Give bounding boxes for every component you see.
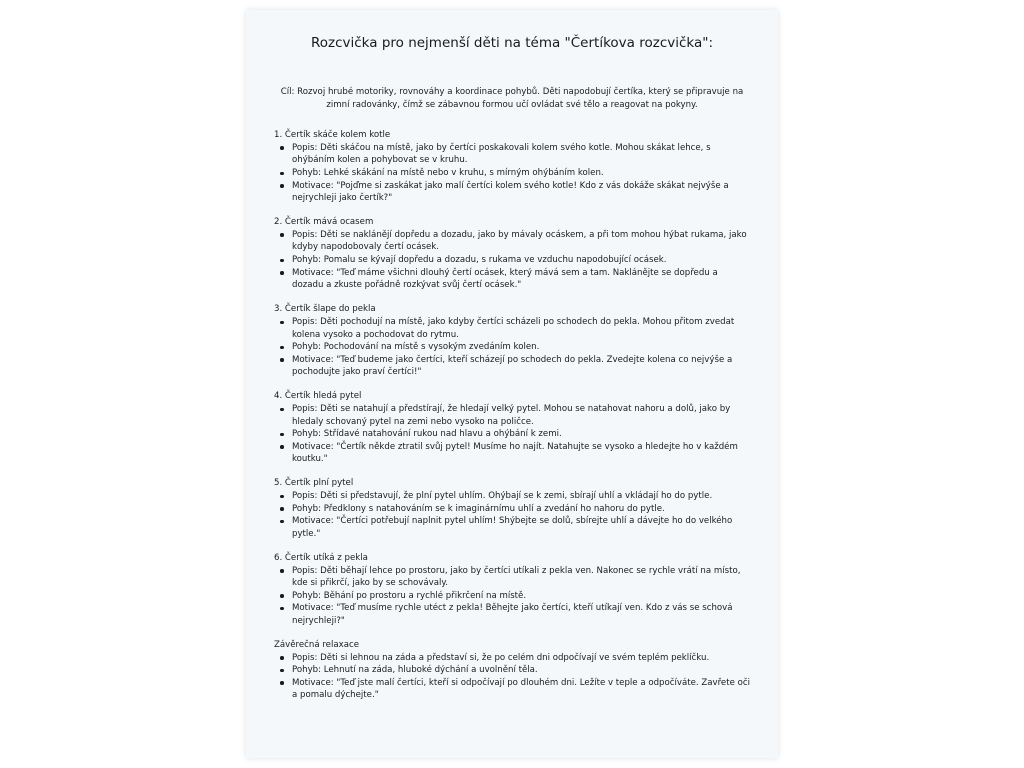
list-item: Popis: Děti běhají lehce po prostoru, jako by čertíci utíkali z pekla ven. Nakonec se rychle vrátí na místo, kde si přikrčí, jako by se schovávaly.: [292, 565, 750, 590]
list-item: Popis: Děti si lehnou na záda a představí si, že po celém dni odpočívají ve svém teplém peklíčku.: [292, 652, 750, 665]
section-title: 5. Čertík plní pytel: [274, 478, 354, 489]
list-item: Pohyb: Střídavé natahování rukou nad hlavu a ohýbání k zemi.: [292, 428, 750, 441]
list-item: Motivace: "Čertíci potřebují naplnit pytel uhlím! Shýbejte se dolů, sbírejte uhlí a dávejte ho do velkého pytle.": [292, 515, 750, 540]
section-title: Závěrečná relaxace: [274, 639, 359, 650]
section-title: 4. Čertík hledá pytel: [274, 391, 362, 402]
list-item: Motivace: "Teď budeme jako čertíci, kteří scházejí po schodech do pekla. Zvedejte kolena co nejvýše a pochodujte jako praví čertíci!": [292, 354, 750, 379]
list-item: Pohyb: Pomalu se kývají dopředu a dozadu, s rukama ve vzduchu napodobující ocásek.: [292, 254, 750, 267]
list-item: Pohyb: Pochodování na místě s vysokým zvedáním kolen.: [292, 341, 750, 354]
intro-paragraph: Cíl: Rozvoj hrubé motoriky, rovnováhy a koordinace pohybů. Děti napodobují čertíka, který se připravuje na zimní radovánky, čímž se zábavnou formou učí ovládat své tělo a reagovat na pokyny.: [280, 87, 744, 110]
list-item: Popis: Děti si představují, že plní pytel uhlím. Ohýbají se k zemi, sbírají uhlí a vkládají ho do pytle.: [292, 490, 750, 503]
document-title: Rozcvička pro nejmenší děti na téma "Čertíkova rozcvička":: [310, 35, 714, 51]
list-item: Motivace: "Teď musíme rychle utéct z pekla! Běhejte jako čertíci, kteří utíkají ven. Kdo z vás se schová nejrychleji?": [292, 602, 750, 627]
bullet-list: [274, 142, 750, 205]
list-item: Motivace: "Pojďme si zaskákat jako malí čertíci kolem svého kotle! Kdo z vás dokáže skákat nejvýše a nejrychleji jako čertík?": [292, 180, 750, 205]
section-4: [274, 390, 750, 466]
section-5: [274, 477, 750, 540]
list-item: Popis: Děti skáčou na místě, jako by čertíci poskakovali kolem svého kotle. Mohou skákat lehce, s ohýbáním kolen a pohybovat se v kruhu.: [292, 142, 750, 167]
list-item: Motivace: "Čertík někde ztratil svůj pytel! Musíme ho najít. Natahujte se vysoko a hledejte ho v každém koutku.": [292, 441, 750, 466]
bullet-list: [274, 403, 750, 466]
section-title: 1. Čertík skáče kolem kotle: [274, 130, 391, 141]
bullet-list: [274, 490, 750, 540]
list-item: Popis: Děti se naklánějí dopředu a dozadu, jako by mávaly ocáskem, a při tom mohou hýbat rukama, jako kdyby napodobovaly čertí ocásek.: [292, 229, 750, 254]
bullet-list: [274, 565, 750, 628]
section-6: [274, 552, 750, 628]
section-2: [274, 216, 750, 292]
list-item: Motivace: "Teď máme všichni dlouhý čertí ocásek, který mává sem a tam. Naklánějte se dopředu a dozadu a zkuste pořádně rozkývat svůj čertí ocásek.": [292, 267, 750, 292]
list-item: Pohyb: Lehnutí na záda, hluboké dýchání a uvolnění těla.: [292, 664, 750, 677]
section-relaxation: [274, 639, 750, 702]
bullet-list: [274, 652, 750, 702]
section-title: 6. Čertík utíká z pekla: [274, 552, 368, 563]
section-1: [274, 129, 750, 205]
bullet-list: [274, 316, 750, 379]
list-item: Popis: Děti pochodují na místě, jako kdyby čertíci scházeli po schodech do pekla. Mohou přitom zvedat kolena vysoko a pochodovat do rytmu.: [292, 316, 750, 341]
section-title: 2. Čertík mává ocasem: [274, 217, 374, 228]
list-item: Popis: Děti se natahují a předstírají, že hledají velký pytel. Mohou se natahovat nahoru a dolů, jako by hledaly schovaný pytel na zemi nebo vysoko na poličce.: [292, 403, 750, 428]
document-page: [246, 10, 778, 758]
list-item: Pohyb: Lehké skákání na místě nebo v kruhu, s mírným ohýbáním kolen.: [292, 167, 750, 180]
list-item: Pohyb: Předklony s natahováním se k imaginárnímu uhlí a zvedání ho nahoru do pytle.: [292, 503, 750, 516]
list-item: Motivace: "Teď jste malí čertíci, kteří si odpočívají po dlouhém dni. Ležíte v teple a odpočíváte. Zavřete oči a pomalu dýchejte.": [292, 677, 750, 701]
bullet-list: [274, 229, 750, 292]
section-3: [274, 303, 750, 379]
section-title: 3. Čertík šlape do pekla: [274, 304, 376, 315]
list-item: Pohyb: Běhání po prostoru a rychlé přikrčení na místě.: [292, 590, 750, 603]
